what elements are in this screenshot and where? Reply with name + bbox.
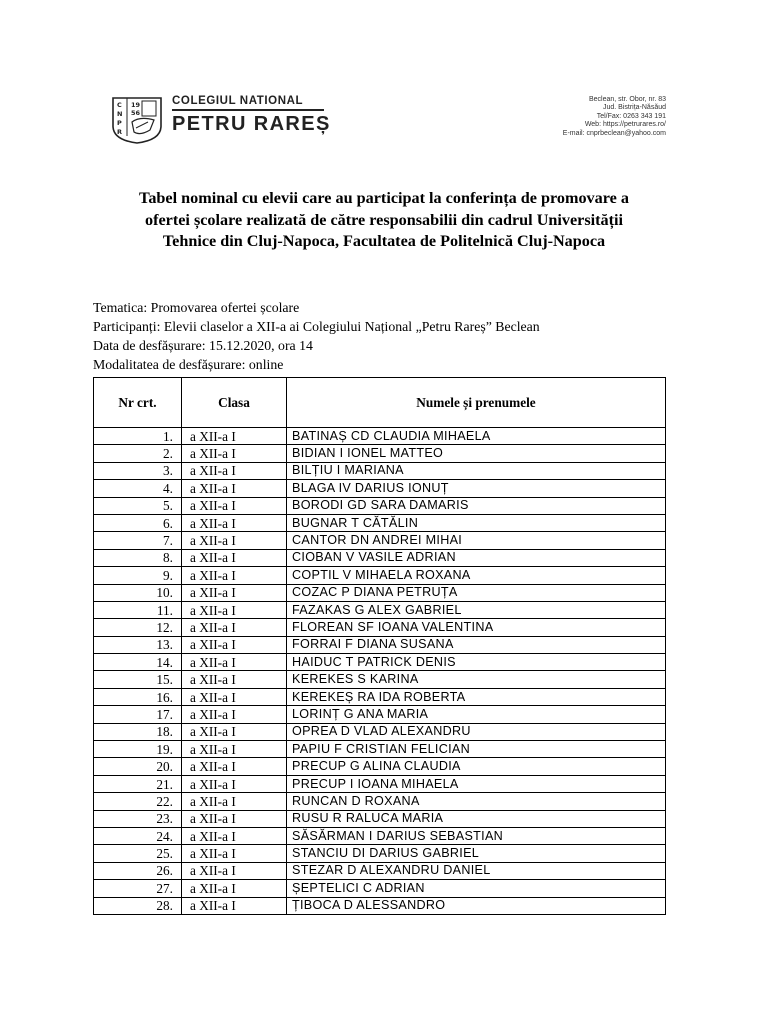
- row-name: PAPIU F CRISTIAN FELICIAN: [287, 741, 666, 758]
- row-class: a XII-a I: [182, 445, 287, 462]
- meta-data: Data de desfășurare: 15.12.2020, ora 14: [93, 338, 313, 353]
- table-row: [94, 845, 666, 862]
- school-top-text: COLEGIUL NATIONAL: [172, 95, 304, 107]
- row-class: a XII-a I: [182, 880, 287, 897]
- row-class: a XII-a I: [182, 619, 287, 636]
- table-row: [94, 497, 666, 514]
- row-class: a XII-a I: [182, 775, 287, 792]
- row-number: 9.: [94, 567, 182, 584]
- row-number: 11.: [94, 601, 182, 618]
- row-name: KEREKES S KARINA: [287, 671, 666, 688]
- table-row: [94, 741, 666, 758]
- row-name: RUSU R RALUCA MARIA: [287, 810, 666, 827]
- svg-text:P: P: [117, 119, 122, 127]
- row-name: FAZAKAS G ALEX GABRIEL: [287, 601, 666, 618]
- row-number: 7.: [94, 532, 182, 549]
- row-name: CANTOR DN ANDREI MIHAI: [287, 532, 666, 549]
- svg-text:R: R: [117, 128, 123, 136]
- row-number: 3.: [94, 462, 182, 479]
- contact-web: Web: https://petrurares.ro/: [584, 121, 666, 129]
- row-name: STEZAR D ALEXANDRU DANIEL: [287, 862, 666, 879]
- row-number: 28.: [94, 897, 182, 914]
- table-row: [94, 636, 666, 653]
- table-row: [94, 654, 666, 671]
- row-number: 24.: [94, 827, 182, 844]
- row-name: BIDIAN I IONEL MATTEO: [287, 445, 666, 462]
- row-class: a XII-a I: [182, 897, 287, 914]
- school-divider: [172, 109, 324, 111]
- row-name: STANCIU DI DARIUS GABRIEL: [287, 845, 666, 862]
- contact-email: E-mail: cnprbeclean@yahoo.com: [562, 129, 666, 137]
- row-name: ȘEPTELICI C ADRIAN: [287, 880, 666, 897]
- table-row: [94, 810, 666, 827]
- row-class: a XII-a I: [182, 584, 287, 601]
- row-number: 17.: [94, 706, 182, 723]
- row-name: RUNCAN D ROXANA: [287, 793, 666, 810]
- table-row: [94, 514, 666, 531]
- row-number: 13.: [94, 636, 182, 653]
- school-logo-icon: [110, 96, 164, 144]
- participants-table: [93, 377, 666, 915]
- row-class: a XII-a I: [182, 845, 287, 862]
- row-number: 26.: [94, 862, 182, 879]
- row-class: a XII-a I: [182, 428, 287, 445]
- row-class: a XII-a I: [182, 793, 287, 810]
- row-name: FORRAI F DIANA SUSANA: [287, 636, 666, 653]
- svg-text:56: 56: [131, 109, 141, 117]
- title-line: Tehnice din Cluj-Napoca, Facultatea de Politelnică Cluj-Napoca: [162, 232, 606, 250]
- row-number: 12.: [94, 619, 182, 636]
- table-row: [94, 723, 666, 740]
- table-row: [94, 775, 666, 792]
- row-name: PRECUP I IOANA MIHAELA: [287, 775, 666, 792]
- table-row: [94, 619, 666, 636]
- header-clasa: Clasa: [182, 378, 287, 428]
- row-name: FLOREAN SF IOANA VALENTINA: [287, 619, 666, 636]
- school-name: PETRU RAREȘ: [172, 112, 331, 135]
- contact-county: Jud. Bistrița-Năsăud: [602, 104, 666, 112]
- row-number: 22.: [94, 793, 182, 810]
- table-row: [94, 706, 666, 723]
- table-row: [94, 584, 666, 601]
- row-class: a XII-a I: [182, 532, 287, 549]
- row-number: 27.: [94, 880, 182, 897]
- svg-text:C: C: [117, 101, 122, 109]
- row-number: 1.: [94, 428, 182, 445]
- row-class: a XII-a I: [182, 723, 287, 740]
- title-line: Tabel nominal cu elevii care au participat la conferința de promovare a: [139, 189, 629, 207]
- table-row: [94, 671, 666, 688]
- row-number: 5.: [94, 497, 182, 514]
- svg-text:N: N: [117, 110, 123, 118]
- table-row: [94, 897, 666, 914]
- row-name: BLAGA IV DARIUS IONUȚ: [287, 480, 666, 497]
- table-row: [94, 880, 666, 897]
- row-name: BATINAȘ CD CLAUDIA MIHAELA: [287, 428, 666, 445]
- row-class: a XII-a I: [182, 688, 287, 705]
- row-class: a XII-a I: [182, 497, 287, 514]
- row-number: 8.: [94, 549, 182, 566]
- row-number: 4.: [94, 480, 182, 497]
- row-number: 18.: [94, 723, 182, 740]
- meta-block: [93, 298, 540, 374]
- table-row: [94, 445, 666, 462]
- table-row: [94, 827, 666, 844]
- row-class: a XII-a I: [182, 514, 287, 531]
- row-class: a XII-a I: [182, 741, 287, 758]
- row-number: 23.: [94, 810, 182, 827]
- meta-tematica: Tematica: Promovarea ofertei școlare: [93, 300, 300, 315]
- table-row: [94, 428, 666, 445]
- row-class: a XII-a I: [182, 567, 287, 584]
- row-number: 20.: [94, 758, 182, 775]
- row-class: a XII-a I: [182, 636, 287, 653]
- table-row: [94, 462, 666, 479]
- row-number: 6.: [94, 514, 182, 531]
- table-row: [94, 758, 666, 775]
- table-row: [94, 532, 666, 549]
- table-row: [94, 793, 666, 810]
- contact-block: [563, 96, 666, 138]
- contact-address: Beclean, str. Obor, nr. 83: [588, 96, 666, 103]
- row-name: KEREKEȘ RA IDA ROBERTA: [287, 688, 666, 705]
- row-class: a XII-a I: [182, 671, 287, 688]
- meta-modalitatea: Modalitatea de desfășurare: online: [93, 357, 284, 372]
- table-row: [94, 549, 666, 566]
- row-class: a XII-a I: [182, 810, 287, 827]
- table-header-row: [94, 378, 666, 428]
- row-class: a XII-a I: [182, 862, 287, 879]
- row-number: 14.: [94, 654, 182, 671]
- row-name: COPTIL V MIHAELA ROXANA: [287, 567, 666, 584]
- row-class: a XII-a I: [182, 758, 287, 775]
- row-name: LORINȚ G ANA MARIA: [287, 706, 666, 723]
- row-name: OPREA D VLAD ALEXANDRU: [287, 723, 666, 740]
- row-class: a XII-a I: [182, 654, 287, 671]
- contact-phone: Tel/Fax: 0263 343 191: [596, 112, 666, 120]
- row-name: BORODI GD SARA DAMARIS: [287, 497, 666, 514]
- row-class: a XII-a I: [182, 601, 287, 618]
- row-number: 21.: [94, 775, 182, 792]
- svg-text:19: 19: [131, 101, 141, 109]
- table-row: [94, 480, 666, 497]
- row-name: HAIDUC T PATRICK DENIS: [287, 654, 666, 671]
- row-class: a XII-a I: [182, 462, 287, 479]
- row-class: a XII-a I: [182, 827, 287, 844]
- row-number: 19.: [94, 741, 182, 758]
- row-name: CIOBAN V VASILE ADRIAN: [287, 549, 666, 566]
- row-number: 15.: [94, 671, 182, 688]
- row-name: COZAC P DIANA PETRUȚA: [287, 584, 666, 601]
- title-line: ofertei școlare realizată de către responsabilii din cadrul Universității: [144, 210, 624, 229]
- row-number: 16.: [94, 688, 182, 705]
- document-title: [96, 188, 672, 253]
- row-class: a XII-a I: [182, 480, 287, 497]
- row-name: BILȚIU I MARIANA: [287, 462, 666, 479]
- row-class: a XII-a I: [182, 549, 287, 566]
- table-row: [94, 601, 666, 618]
- row-number: 10.: [94, 584, 182, 601]
- row-name: BUGNAR T CĂTĂLIN: [287, 514, 666, 531]
- table-row: [94, 688, 666, 705]
- row-name: ȚIBOCA D ALESSANDRO: [287, 897, 666, 914]
- row-name: SĂSĂRMAN I DARIUS SEBASTIAN: [287, 827, 666, 844]
- row-name: PRECUP G ALINA CLAUDIA: [287, 758, 666, 775]
- table-row: [94, 567, 666, 584]
- row-number: 2.: [94, 445, 182, 462]
- meta-participanti: Participanți: Elevii claselor a XII-a ai Colegiului Național „Petru Rareș” Beclean: [93, 319, 540, 334]
- school-header: [172, 95, 331, 134]
- table-row: [94, 862, 666, 879]
- row-number: 25.: [94, 845, 182, 862]
- header-nr: Nr crt.: [94, 378, 182, 428]
- header-nume: Numele și prenumele: [287, 378, 666, 428]
- row-class: a XII-a I: [182, 706, 287, 723]
